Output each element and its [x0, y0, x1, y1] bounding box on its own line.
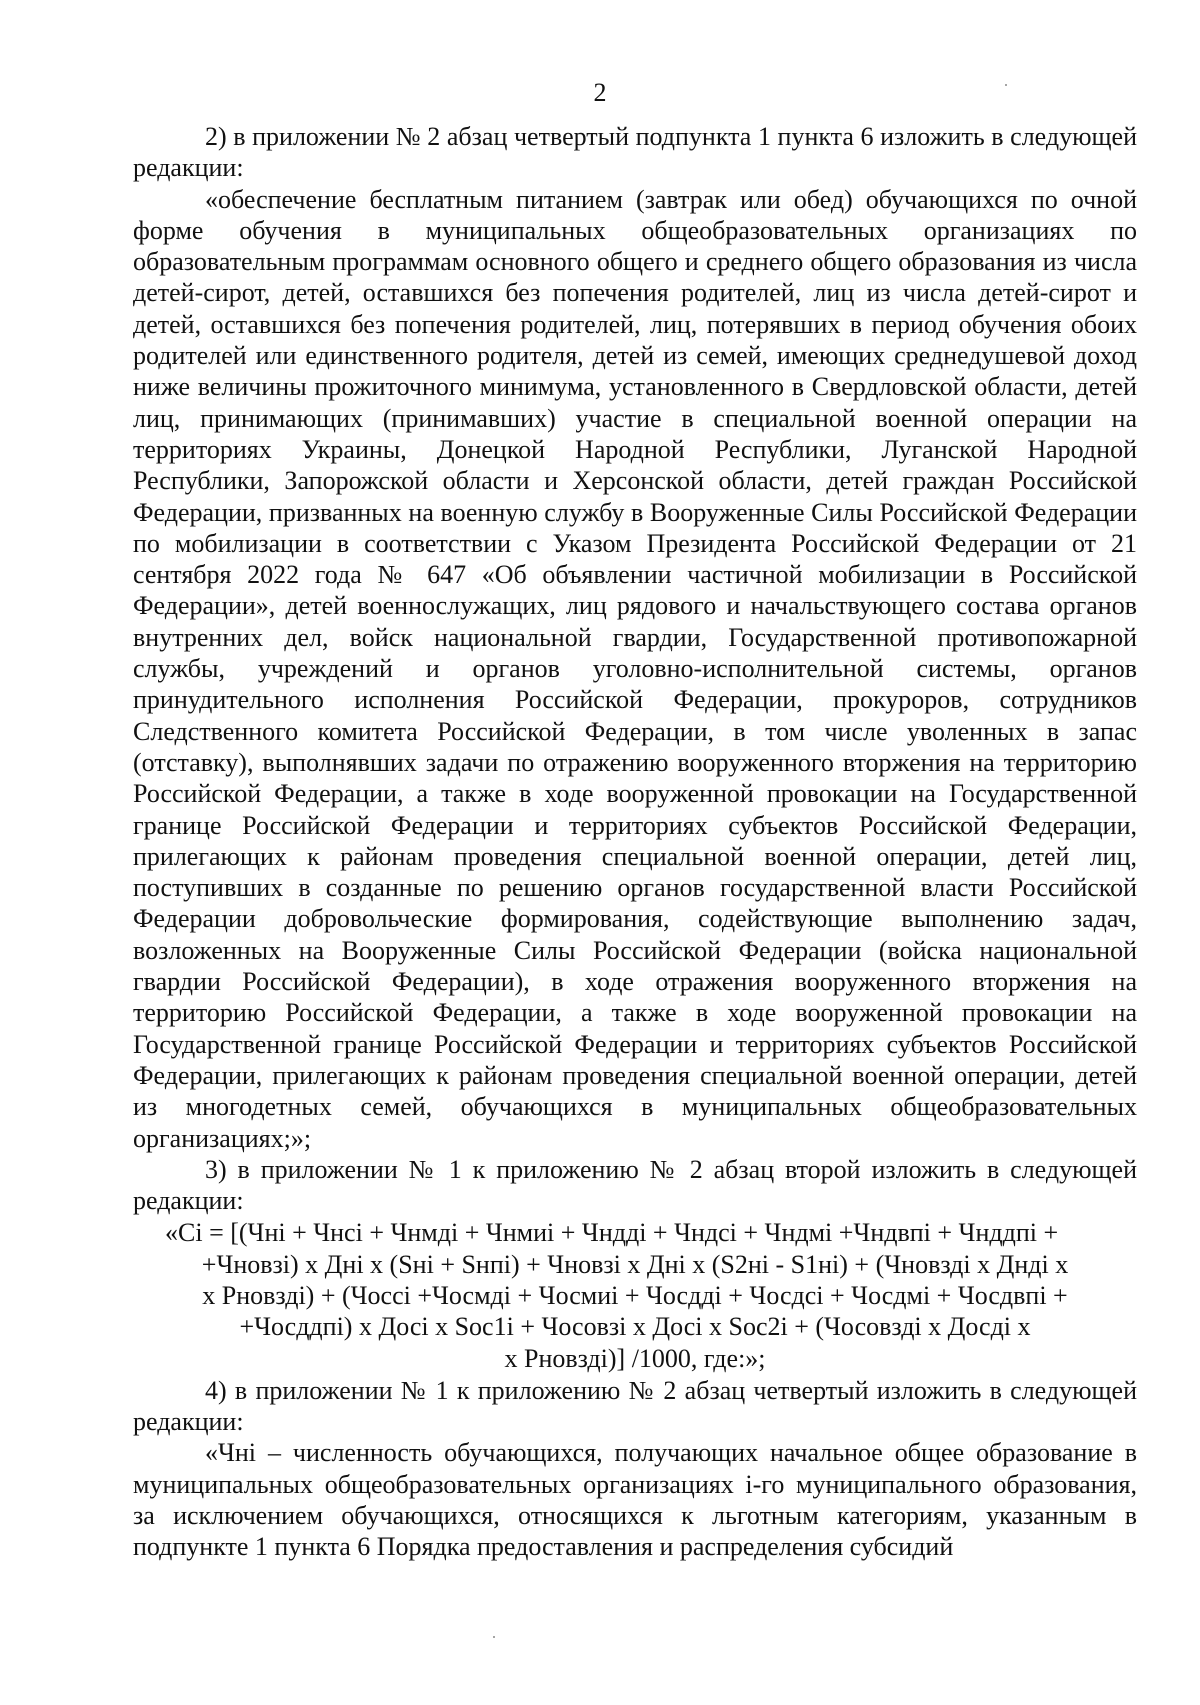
page-number: 2 — [593, 78, 607, 107]
formula-line: +Чновзi) x Днi x (Sнi + Sнпi) + Чновзi x Днi x (S2нi - S1нi) + (Чновздi x Днді x — [201, 1249, 1069, 1279]
item-2-heading: 2) в приложении № 2 абзац четвертый подпункта 1 пункта 6 изложить в следующей редакции: — [133, 122, 1137, 183]
formula-line: x Рновздi)] /1000, где:»; — [504, 1343, 766, 1373]
item-4-text: «Чнi – численность обучающихся, получающих начальное общее образование в муниципальных общеобразовательных организациях i-го муниципального образования, за исключением обучающихся, относящихся к льготным категориям, указанным в подпункте 1 пункта 6 Порядка предоставления и распределения субсидий — [133, 1438, 1137, 1562]
scan-speck — [493, 1636, 495, 1638]
formula-line: «Ci = [(Чнi + Чнсi + Чнмдi + Чнмиi + Чнддi + Чндсi + Чндмi +Чндвпi + Чнддпi + — [165, 1218, 1059, 1248]
scan-speck — [1005, 84, 1007, 86]
item-3-heading: 3) в приложении № 1 к приложению № 2 абзац второй изложить в следующей редакции: — [133, 1154, 1137, 1216]
item-2-text: «обеспечение бесплатным питанием (завтрак или обед) обучающихся по очной форме обучения в муниципальных общеобразовательных организациях по образовательным программам основного общего и среднего общего образования из числа детей-сирот, детей, оставшихся без попечения родителей, лиц из числа детей-сирот и детей, оставшихся без попечения родителей, лиц, потерявших в период обучения обоих родителей или единственного родителя, детей из семей, имеющих среднедушевой доход ниже величины прожиточного минимума, установленного в Свердловской области, детей лиц, принимающих (принимавших) участие в специальной военной операции на территориях Украины, Донецкой Народной Республики, Луганской Народной Республики, Запорожской области и Херсонской области, детей граждан Российской Федерации, призванных на военную службу в Вооруженные Силы Российской Федерации по мобилизации в соответствии с Указом Президента Российской Федерации от 21 сентября 2022 года № 647 «Об объявлении частичной мобилизации в Российской Федерации», детей военнослужащих, лиц рядового и начальствующего состава органов внутренних дел, войск национальной гвардии, Государственной противопожарной службы, учреждений и органов уголовно-исполнительной системы, органов принудительного исполнения Российской Федерации, прокуроров, сотрудников Следственного комитета Российской Федерации, в том числе уволенных в запас (отставку), выполнявших задачи по отражению вооруженного вторжения на территорию Российской Федерации, а также в ходе вооруженной провокации на Государственной границе Российской Федерации и территориях субъектов Российской Федерации, прилегающих к районам проведения специальной военной операции, детей лиц, поступивших в созданные по решению органов государственной власти Российской Федерации добровольческие формирования, содействующие выполнению задач, возложенных на Вооруженные Силы Российской Федерации (войска национальной гвардии Российской Федерации), в ходе отражения вооруженного вторжения на территорию Российской Федерации, а также в ходе вооруженной провокации на Государственной границе Российской Федерации и территориях субъектов Российской Федерации, прилегающих к районам проведения специальной военной операции, детей из многодетных семей, обучающихся в муниципальных общеобразовательных организациях;»; — [133, 184, 1137, 1153]
formula-line: +Чосддпi) x Досi x Soc1i + Чосовзi x Досi x Soc2i + (Чосовздi x Досдi x — [239, 1312, 1031, 1342]
formula — [133, 1217, 1137, 1373]
item-4-heading: 4) в приложении № 1 к приложению № 2 абзац четвертый изложить в следующей редакции: — [133, 1375, 1137, 1437]
document-body — [133, 121, 1137, 1563]
formula-line: x Рновздi) + (Чоcсi +Чосмдi + Чосмиi + Чосддi + Чосдсi + Чосдмi + Чосдвпi + — [202, 1280, 1068, 1310]
